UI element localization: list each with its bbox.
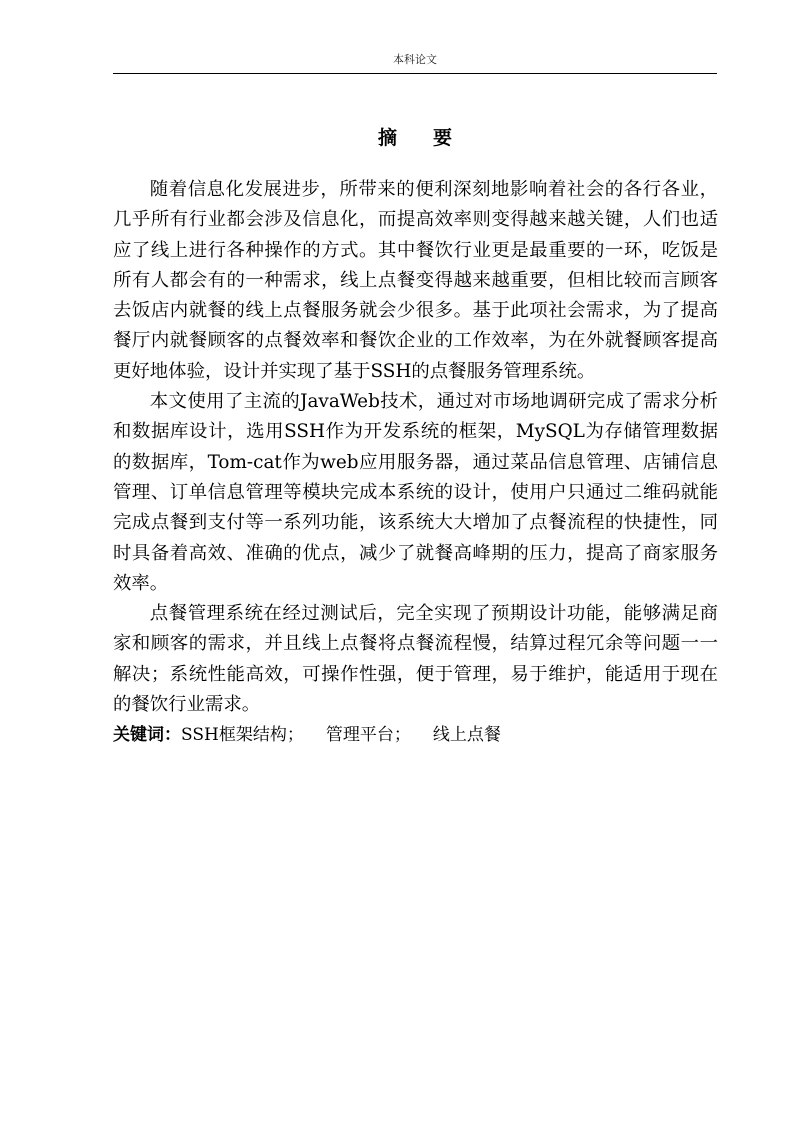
header-rule: [113, 73, 717, 74]
abstract-paragraph-1: 随着信息化发展进步，所带来的便利深刻地影响着社会的各行各业，几乎所有行业都会涉及信息化，而提高效率则变得越来越关键，人们也适应了线上进行各种操作的方式。其中餐饮行业更是最重要的一环，吃饭是所有人都会有的一种需求，线上点餐变得越来越重要，但相比较而言顾客去饭店内就餐的线上点餐服务就会少很多。基于此项社会需求，为了提高餐厅内就餐顾客的点餐效率和餐饮企业的工作效率，为在外就餐顾客提高更好地体验，设计并实现了基于SSH的点餐服务管理系统。: [113, 179, 718, 382]
keyword-item: 线上点餐: [432, 725, 501, 746]
abstract-paragraph-3: 点餐管理系统在经过测试后，完全实现了预期设计功能，能够满足商家和顾客的需求，并且线上点餐将点餐流程慢，结算过程冗余等问题一一解决；系统性能高效，可操作性强，便于管理，易于维护，能适用于现在的餐饮行业需求。: [113, 603, 718, 716]
keyword-item: SSH框架结构；: [181, 725, 304, 746]
abstract-title: 摘要: [377, 127, 488, 149]
abstract-paragraph-2: 本文使用了主流的JavaWeb技术，通过对市场地调研完成了需求分析和数据库设计，选用SSH作为开发系统的框架，MySQL为存储管理数据的数据库，Tom-cat作为web应用服务器，通过菜品信息管理、店铺信息管理、订单信息管理等模块完成本系统的设计，使用户只通过二维码就能完成点餐到支付等一系列功能，该系统大大增加了点餐流程的快捷性，同时具备着高效、准确的优点，减少了就餐高峰期的压力，提高了商家服务效率。: [113, 391, 718, 594]
running-header: 本科论文: [393, 53, 437, 66]
abstract-body: [113, 175, 718, 751]
keyword-item: 管理平台；: [325, 725, 411, 746]
keywords-label: 关键词：: [113, 725, 181, 746]
keywords-line: [113, 720, 718, 750]
